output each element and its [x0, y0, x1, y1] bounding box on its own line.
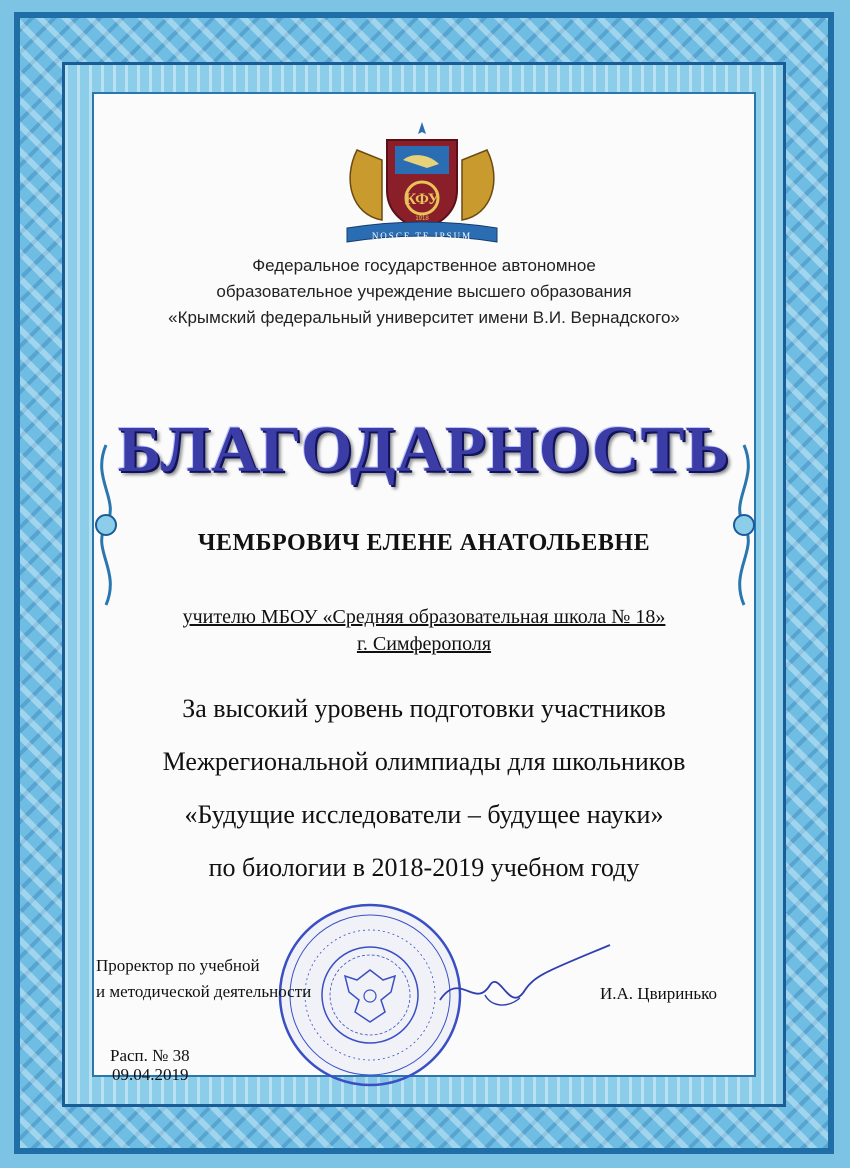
reason-line-2: Межрегиональной олимпиады для школьников	[162, 747, 686, 776]
handwritten-signature-icon	[430, 940, 620, 1020]
organization-line-1: Федеральное государственное автономное	[252, 256, 596, 275]
recipient-position-line-2	[92, 633, 756, 656]
organization-line-2: образовательное учреждение высшего образования	[216, 282, 632, 301]
crest-year: 1918	[415, 216, 429, 222]
recipient-name: ЧЕМБРОВИЧ ЕЛЕНЕ АНАТОЛЬЕВНЕ	[197, 530, 651, 556]
signatory-role-line-1: Проректор по учебной	[96, 956, 260, 975]
recipient-position-text-2: г. Симферополя	[356, 633, 492, 655]
signatory-name: И.А. Цвиринько	[600, 984, 718, 1003]
order-number: Расп. № 38	[110, 1046, 190, 1065]
certificate-title: БЛАГОДАРНОСТЬ	[117, 413, 731, 486]
signatory-role-line-2: и методической деятельности	[96, 982, 312, 1001]
reason-line-4: по биологии в 2018-2019 учебном году	[208, 853, 640, 882]
reason-line-3: «Будущие исследователи – будущее науки»	[184, 800, 664, 829]
organization-line-3: «Крымский федеральный университет имени В.И. Вернадского»	[168, 308, 680, 327]
recipient-position-text-1: учителю МБОУ «Средняя образовательная школа № 18»	[182, 606, 666, 628]
crest-monogram: КФУ	[404, 191, 440, 208]
order-date: 09.04.2019	[112, 1065, 189, 1084]
crest-motto: NOSCE TE IPSUM	[371, 231, 473, 241]
university-crest-icon	[337, 120, 507, 248]
recipient-position-line-1	[92, 606, 756, 629]
reason-line-1: За высокий уровень подготовки участников	[182, 694, 666, 723]
